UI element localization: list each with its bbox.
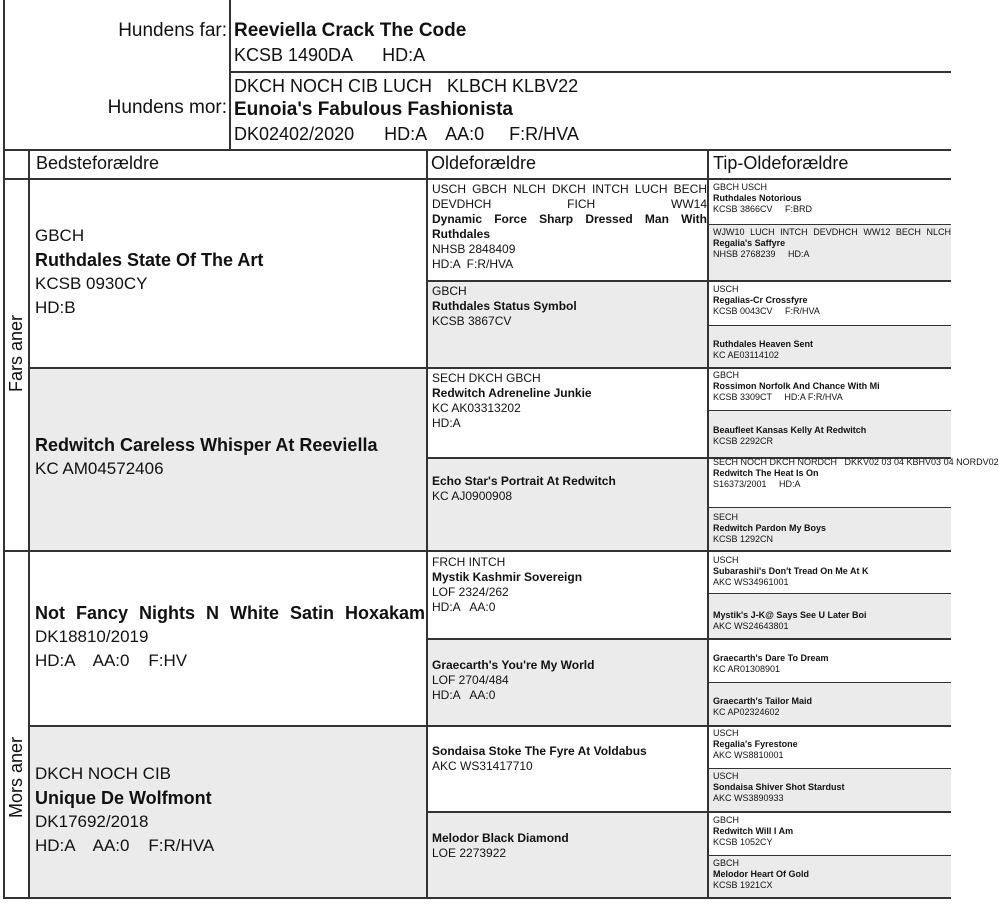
dam-titles: DKCH NOCH CIB LUCH KLBCH KLBV22 [234, 76, 579, 96]
great-great-grandparent-9 [709, 554, 951, 592]
grid-line [3, 0, 5, 899]
col-great-grandparents: Oldeforældre [431, 153, 537, 173]
grid-line [708, 593, 951, 594]
grandparent-3 [30, 601, 425, 721]
gggp3-name: Regalias-Cr Crossfyre [713, 295, 808, 305]
ggp1-titles: USCH GBCH NLCH DKCH INTCH LUCH BECH DEVDHCH FICH WW14 [432, 182, 707, 211]
gggp5-titles: GBCH [713, 370, 740, 380]
dam-reg: DK02402/2020 HD:A AA:0 F:R/HVA [234, 124, 579, 144]
gggp16-titles: GBCH [713, 858, 740, 868]
col-grandparents: Bedsteforældre [36, 153, 160, 173]
gggp2-name: Regalia's Saffyre [713, 238, 786, 248]
great-grandparent-3 [428, 370, 707, 456]
ggp3-health: HD:A [432, 416, 461, 430]
dam-label: Hundens mor: [107, 97, 227, 118]
great-great-grandparent-15 [709, 814, 951, 854]
great-grandparent-2 [428, 283, 707, 365]
great-great-grandparent-16 [709, 857, 951, 896]
grid-line [426, 280, 951, 282]
gp2-name: Redwitch Careless Whisper At Reeviella [35, 435, 378, 455]
great-great-grandparent-4 [709, 338, 951, 367]
gggp7-titles: SECH NOCH DKCH NORDCH DKKV02 03 04 KBHV03 04 NORDV02 [713, 457, 999, 467]
ggp8-reg: LOE 2273922 [432, 846, 507, 860]
gggp14-name: Sondaisa Shiver Shot Stardust [713, 782, 845, 792]
ggp6-health: HD:A AA:0 [432, 688, 496, 702]
great-great-grandparent-13 [709, 727, 951, 767]
sire-reg: KCSB 1490DA HD:A [234, 45, 426, 65]
gggp16-name: Melodor Heart Of Gold [713, 869, 810, 879]
grid-line [229, 71, 951, 73]
great-great-grandparent-5 [709, 369, 951, 409]
grid-line [3, 550, 30, 552]
grid-line [229, 0, 231, 150]
gggp2-titles: WJW10 LUCH INTCH DEVDHCH WW12 BECH NLCH [713, 227, 951, 237]
grandparent-4 [30, 762, 425, 892]
gggp4-name: Ruthdales Heaven Sent [713, 339, 814, 349]
great-great-grandparent-2 [709, 226, 951, 280]
ggp6-reg: LOF 2704/484 [432, 673, 509, 687]
great-great-grandparent-7 [709, 456, 999, 506]
great-great-grandparent-8 [709, 511, 951, 550]
ggp1-health: HD:A F:R/HVA [432, 257, 514, 271]
grid-line [426, 811, 951, 813]
ggp1-name: Dynamic Force Sharp Dressed Man With Ruthdales [432, 212, 707, 241]
gggp7-reg: S16373/2001 HD:A [713, 479, 801, 489]
ggp7-name: Sondaisa Stoke The Fyre At Voldabus [432, 744, 647, 758]
grandparent-1 [30, 224, 425, 364]
gggp14-titles: USCH [713, 771, 739, 781]
ggp8-name: Melodor Black Diamond [432, 831, 569, 845]
gggp16-reg: KCSB 1921CX [713, 880, 773, 890]
grid-line [708, 410, 951, 411]
gp3-health: HD:A AA:0 F:HV [35, 651, 188, 670]
grid-line [708, 768, 951, 769]
gggp13-titles: USCH [713, 728, 739, 738]
great-great-grandparent-12 [709, 695, 951, 725]
grid-line [708, 682, 951, 683]
gggp6-reg: KCSB 2292CR [713, 436, 774, 446]
gggp13-name: Regalia's Fyrestone [713, 739, 798, 749]
gggp5-reg: KCSB 3309CT HD:A F:R/HVA [713, 392, 843, 402]
gggp4-reg: KC AE03114102 [713, 350, 779, 360]
great-great-grandparent-6 [709, 424, 951, 457]
gp4-reg: DK17692/2018 [35, 812, 149, 831]
gp3-name: Not Fancy Nights N White Satin Hoxakam [35, 603, 425, 623]
dam-info [234, 74, 934, 148]
ggp2-reg: KCSB 3867CV [432, 314, 512, 328]
grid-line [708, 224, 951, 225]
gp3-reg: DK18810/2019 [35, 627, 149, 646]
great-grandparent-7 [428, 743, 707, 809]
sire-label: Hundens far: [118, 20, 227, 41]
gp1-titles: GBCH [35, 226, 85, 245]
gggp11-reg: KC AR01308901 [713, 664, 781, 674]
gggp1-name: Ruthdales Notorious [713, 193, 802, 203]
gggp6-name: Beaufleet Kansas Kelly At Redwitch [713, 425, 867, 435]
gggp3-titles: USCH [713, 284, 739, 294]
gggp1-reg: KCSB 3866CV F:BRD [713, 204, 813, 214]
grid-line [708, 855, 951, 856]
grid-line [3, 149, 951, 151]
gggp10-reg: AKC WS24643801 [713, 621, 789, 631]
gggp8-name: Redwitch Pardon My Boys [713, 523, 827, 533]
gggp15-name: Redwitch Will I Am [713, 826, 794, 836]
gp1-reg: KCSB 0930CY [35, 274, 148, 293]
gggp9-name: Subarashii's Don't Tread On Me At K [713, 566, 869, 576]
gggp2-reg: NHSB 2768239 HD:A [713, 249, 810, 259]
great-great-grandparent-10 [709, 609, 951, 638]
side-paternal: Fars aner [6, 314, 26, 392]
gp4-health: HD:A AA:0 F:R/HVA [35, 836, 215, 855]
great-great-grandparent-3 [709, 283, 951, 324]
ggp2-titles: GBCH [432, 284, 467, 298]
grid-line [708, 325, 951, 326]
ggp4-reg: KC AJ0900908 [432, 489, 513, 503]
gp4-name: Unique De Wolfmont [35, 788, 212, 808]
gggp9-titles: USCH [713, 555, 739, 565]
dam-name: Eunoia's Fabulous Fashionista [234, 99, 513, 120]
great-great-grandparent-1 [709, 181, 951, 223]
sire-info [234, 19, 934, 69]
great-grandparent-5 [428, 554, 707, 636]
sire-name: Reeviella Crack The Code [234, 20, 467, 41]
gggp12-name: Graecarth's Tailor Maid [713, 696, 813, 706]
grid-line [708, 507, 951, 508]
great-grandparent-6 [428, 657, 707, 723]
ggp5-reg: LOF 2324/262 [432, 585, 509, 599]
gp4-titles: DKCH NOCH CIB [35, 764, 172, 783]
gggp11-name: Graecarth's Dare To Dream [713, 653, 829, 663]
great-great-grandparent-11 [709, 652, 951, 681]
ggp4-name: Echo Star's Portrait At Redwitch [432, 474, 616, 488]
great-grandparent-8 [428, 830, 707, 894]
grid-line [28, 550, 951, 552]
gggp12-reg: KC AP02324602 [713, 707, 780, 717]
ggp5-health: HD:A AA:0 [432, 600, 496, 614]
ggp5-titles: FRCH INTCH [432, 555, 506, 569]
gggp15-reg: KCSB 1052CY [713, 837, 773, 847]
great-great-grandparent-14 [709, 770, 951, 810]
ggp1-reg: NHSB 2848409 [432, 242, 516, 256]
ggp3-titles: SECH DKCH GBCH [432, 371, 541, 385]
gggp3-reg: KCSB 0043CV F:R/HVA [713, 306, 820, 316]
gggp8-reg: KCSB 1292CN [713, 534, 774, 544]
great-grandparent-1 [428, 181, 707, 279]
gggp5-name: Rossimon Norfolk And Chance With Mi [713, 381, 880, 391]
grid-line [3, 897, 951, 899]
great-grandparent-4 [428, 473, 707, 548]
gggp10-name: Mystik's J-K@ Says See U Later Boi [713, 610, 867, 620]
grid-line [3, 178, 951, 180]
gggp8-titles: SECH [713, 512, 739, 522]
grid-line [426, 638, 951, 640]
ggp7-reg: AKC WS31417710 [432, 759, 533, 773]
ggp3-reg: KC AK03313202 [432, 401, 521, 415]
gggp9-reg: AKC WS34961001 [713, 577, 789, 587]
gggp15-titles: GBCH [713, 815, 740, 825]
ggp5-name: Mystik Kashmir Sovereign [432, 570, 583, 584]
gggp14-reg: AKC WS3890933 [713, 793, 784, 803]
gp1-name: Ruthdales State Of The Art [35, 250, 264, 270]
col-great-great-grandparents: Tip-Oldeforældre [713, 153, 849, 173]
side-maternal: Mors aner [6, 736, 26, 818]
gp1-health: HD:B [35, 298, 76, 317]
ggp6-name: Graecarth's You're My World [432, 658, 595, 672]
ggp3-name: Redwitch Adreneline Junkie [432, 386, 592, 400]
ggp2-name: Ruthdales Status Symbol [432, 299, 577, 313]
gp2-reg: KC AM04572406 [35, 459, 164, 478]
gggp7-name: Redwitch The Heat Is On [713, 468, 819, 478]
gggp13-reg: AKC WS8810001 [713, 750, 784, 760]
grandparent-2 [30, 433, 425, 543]
gggp1-titles: GBCH USCH [713, 182, 768, 192]
